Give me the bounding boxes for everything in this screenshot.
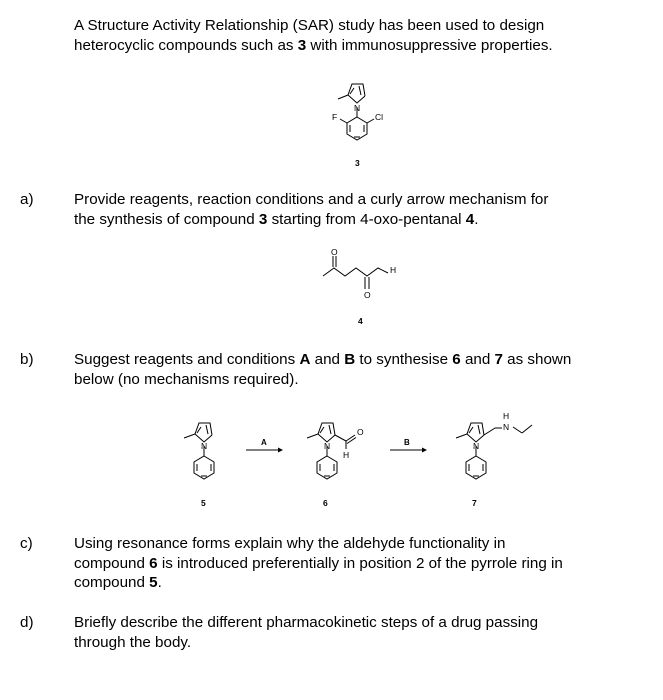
arrow-b: [390, 438, 427, 453]
question-b-label: b): [20, 351, 34, 368]
compound-6-structure: [307, 423, 364, 508]
question-d-line-1: Briefly describe the different pharmacokinetic steps of a drug passing: [74, 614, 539, 631]
question-d-label: d): [20, 614, 34, 631]
compound-4-atom-h: H: [390, 265, 397, 275]
question-c-line-3: compound 5.: [74, 574, 162, 591]
compound-4-number: 4: [358, 316, 363, 326]
compound-5-atom-n: N: [201, 441, 208, 451]
compound-6-atom-o: O: [357, 427, 364, 437]
compound-3-atom-f: F: [332, 112, 338, 122]
reaction-scheme: [170, 405, 560, 515]
compound-7-atom-n: N: [473, 441, 480, 451]
compound-6-number: 6: [323, 498, 328, 508]
compound-6-atom-h: H: [343, 450, 350, 460]
arrow-a: [246, 438, 283, 453]
intro-paragraph: [74, 16, 650, 55]
question-b-line-1: Suggest reagents and conditions A and B to synthesise 6 and 7 as shown: [74, 351, 572, 368]
compound-3-number: 3: [355, 158, 360, 168]
question-c-text: [74, 534, 650, 593]
question-b-text: [74, 350, 650, 389]
question-c-line-1: Using resonance forms explain why the aldehyde functionality in: [74, 535, 506, 552]
question-b-line-2: below (no mechanisms required).: [74, 370, 299, 388]
compound-4-atom-o1: O: [331, 247, 338, 257]
compound-3-atom-n: N: [354, 103, 361, 113]
question-c-label: c): [20, 535, 33, 552]
arrow-a-label: A: [261, 438, 267, 447]
question-c-line-2: compound 6 is introduced preferentially in position 2 of the pyrrole ring in: [74, 554, 563, 572]
compound-4-structure: [318, 246, 408, 336]
question-d-text: [74, 613, 650, 652]
compound-7-atom-nh-h: H: [503, 411, 510, 421]
compound-7-number: 7: [472, 498, 477, 508]
compound-7-structure: [456, 411, 532, 508]
compound-7-atom-nh-n: N: [503, 422, 510, 432]
intro-line-2: heterocyclic compounds such as 3 with immunosuppressive properties.: [74, 36, 553, 54]
question-a-line-2: the synthesis of compound 3 starting from 4-oxo-pentanal 4.: [74, 210, 479, 228]
question-d-line-2: through the body.: [74, 633, 192, 651]
question-a-line-1: Provide reagents, reaction conditions and a curly arrow mechanism for: [74, 191, 549, 208]
compound-4-atom-o2: O: [364, 290, 371, 300]
intro-line-1: A Structure Activity Relationship (SAR) study has been used to design: [74, 17, 545, 34]
question-a-text: [74, 190, 650, 229]
compound-5-number: 5: [201, 498, 206, 508]
arrow-b-label: B: [404, 438, 410, 447]
compound-3-structure: [300, 70, 400, 170]
compound-5-structure: [184, 423, 214, 508]
question-a-label: a): [20, 191, 34, 208]
compound-3-atom-cl: Cl: [375, 112, 384, 122]
compound-6-atom-n: N: [324, 441, 331, 451]
